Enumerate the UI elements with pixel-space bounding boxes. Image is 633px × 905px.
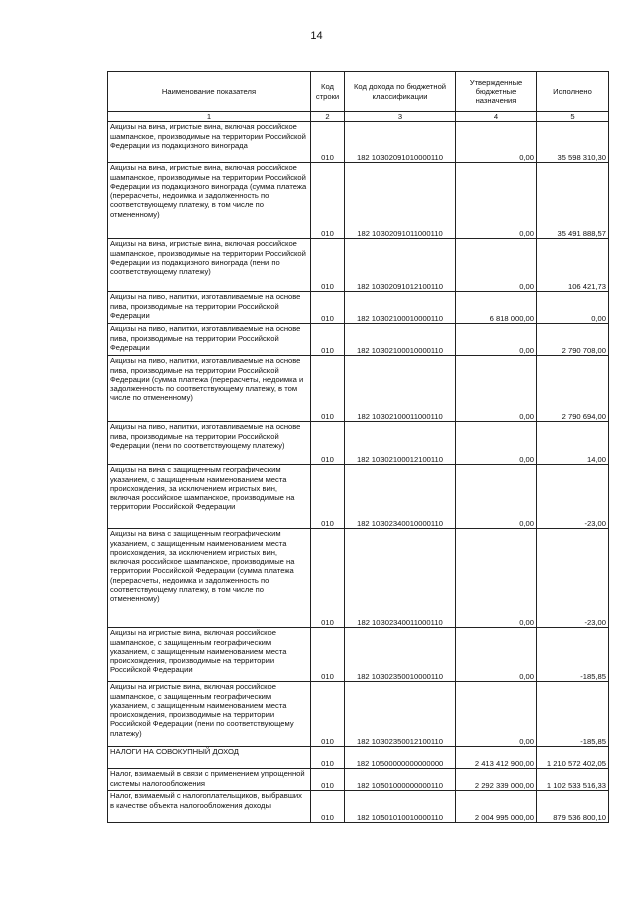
indicator-name: Акцизы на вина, игристые вина, включая российское шампанское, производимые на территории Российской Федерации из подакцизного винограда — [108, 122, 311, 163]
approved-amount: 0,00 — [456, 324, 537, 356]
income-report-table — [107, 71, 609, 823]
indicator-name: Акцизы на пиво, напитки, изготавливаемые на основе пива, производимые на территории Российской Федерации (сумма платежа (перерасчеты, недоимка и задолженность по соответствующему платежу, в том числе по отмененному) — [108, 356, 311, 422]
income-code: 182 10501010010000110 — [345, 791, 456, 823]
income-code: 182 10500000000000000 — [345, 747, 456, 769]
line-code: 010 — [311, 324, 345, 356]
indicator-name: НАЛОГИ НА СОВОКУПНЫЙ ДОХОД — [108, 747, 311, 769]
approved-amount: 0,00 — [456, 239, 537, 292]
income-code: 182 10302100010000110 — [345, 324, 456, 356]
executed-amount: 1 102 533 516,33 — [537, 769, 609, 791]
header-row — [108, 72, 609, 112]
line-code: 010 — [311, 465, 345, 529]
executed-amount: -185,85 — [537, 628, 609, 682]
approved-amount: 6 818 000,00 — [456, 292, 537, 324]
approved-amount: 0,00 — [456, 465, 537, 529]
line-code: 010 — [311, 791, 345, 823]
executed-amount: 2 790 694,00 — [537, 356, 609, 422]
table-row — [108, 747, 609, 769]
approved-amount: 0,00 — [456, 356, 537, 422]
executed-amount: 2 790 708,00 — [537, 324, 609, 356]
line-code: 010 — [311, 422, 345, 465]
executed-amount: 35 491 888,57 — [537, 163, 609, 239]
line-code: 010 — [311, 163, 345, 239]
executed-amount: 106 421,73 — [537, 239, 609, 292]
approved-amount: 0,00 — [456, 163, 537, 239]
indicator-name: Налог, взимаемый в связи с применением упрощенной системы налогообложения — [108, 769, 311, 791]
income-code: 182 10501000000000110 — [345, 769, 456, 791]
table-row — [108, 791, 609, 823]
table-row — [108, 163, 609, 239]
table-row — [108, 239, 609, 292]
income-code: 182 10302340010000110 — [345, 465, 456, 529]
executed-amount: 0,00 — [537, 292, 609, 324]
indicator-name: Акцизы на пиво, напитки, изготавливаемые на основе пива, производимые на территории Российской Федерации — [108, 292, 311, 324]
line-code: 010 — [311, 239, 345, 292]
executed-amount: 14,00 — [537, 422, 609, 465]
column-number: 2 — [311, 112, 345, 122]
column-number: 4 — [456, 112, 537, 122]
line-code: 010 — [311, 356, 345, 422]
indicator-name: Акцизы на пиво, напитки, изготавливаемые на основе пива, производимые на территории Российской Федерации (пени по соответствующему платежу) — [108, 422, 311, 465]
column-number: 3 — [345, 112, 456, 122]
income-code: 182 10302100011000110 — [345, 356, 456, 422]
line-code: 010 — [311, 628, 345, 682]
table-row — [108, 356, 609, 422]
table-row — [108, 529, 609, 628]
income-code: 182 10302091011000110 — [345, 163, 456, 239]
line-code: 010 — [311, 122, 345, 163]
income-code: 182 10302100010000110 — [345, 292, 456, 324]
table-row — [108, 628, 609, 682]
executed-amount: 35 598 310,30 — [537, 122, 609, 163]
column-number: 5 — [537, 112, 609, 122]
column-number-row — [108, 112, 609, 122]
approved-amount: 0,00 — [456, 628, 537, 682]
header-income-code: Код дохода по бюджетной классификации — [345, 72, 456, 112]
table-row — [108, 682, 609, 747]
header-indicator-name: Наименование показателя — [108, 72, 311, 112]
page-number: 14 — [310, 30, 323, 42]
header-approved: Утвержденные бюджетные назначения — [456, 72, 537, 112]
approved-amount: 2 413 412 900,00 — [456, 747, 537, 769]
table-row — [108, 324, 609, 356]
indicator-name: Акцизы на вина с защищенным географическим указанием, с защищенным наименованием места происхождения, за исключением игристых вин, включая российское шампанское, производимые на территории Российской Федерации (сумма платежа (перерасчеты, недоимка и задолженность по соответствующему платежу, в том числе по отмененному) — [108, 529, 311, 628]
income-code: 182 10302091010000110 — [345, 122, 456, 163]
income-code: 182 10302340011000110 — [345, 529, 456, 628]
table-row — [108, 292, 609, 324]
table-row — [108, 422, 609, 465]
indicator-name: Налог, взимаемый с налогоплательщиков, выбравших в качестве объекта налогообложения доходы — [108, 791, 311, 823]
executed-amount: -23,00 — [537, 465, 609, 529]
indicator-name: Акцизы на игристые вина, включая российское шампанское, с защищенным географическим указанием, с защищенным наименованием места происхождения, производимые на территории Российской Федерации (пени по соответствующему платежу) — [108, 682, 311, 747]
approved-amount: 0,00 — [456, 122, 537, 163]
executed-amount: 1 210 572 402,05 — [537, 747, 609, 769]
indicator-name: Акцизы на вина с защищенным географическим указанием, с защищенным наименованием места происхождения, за исключением игристых вин, включая российское шампанское, производимые на территории Российской Федерации — [108, 465, 311, 529]
income-code: 182 10302091012100110 — [345, 239, 456, 292]
table-row — [108, 769, 609, 791]
indicator-name: Акцизы на вина, игристые вина, включая российское шампанское, производимые на территории Российской Федерации из подакцизного винограда (сумма платежа (перерасчеты, недоимка и задолженность по соответствующему платежу, в том числе по отмененному) — [108, 163, 311, 239]
column-number: 1 — [108, 112, 311, 122]
line-code: 010 — [311, 292, 345, 324]
indicator-name: Акцизы на вина, игристые вина, включая российское шампанское, производимые на территории Российской Федерации из подакцизного винограда (пени по соответствующему платежу) — [108, 239, 311, 292]
executed-amount: 879 536 800,10 — [537, 791, 609, 823]
table-row — [108, 465, 609, 529]
approved-amount: 0,00 — [456, 682, 537, 747]
income-code: 182 10302100012100110 — [345, 422, 456, 465]
header-executed: Исполнено — [537, 72, 609, 112]
line-code: 010 — [311, 769, 345, 791]
indicator-name: Акцизы на пиво, напитки, изготавливаемые на основе пива, производимые на территории Российской Федерации — [108, 324, 311, 356]
approved-amount: 0,00 — [456, 529, 537, 628]
line-code: 010 — [311, 682, 345, 747]
table-row — [108, 122, 609, 163]
approved-amount: 2 292 339 000,00 — [456, 769, 537, 791]
executed-amount: -23,00 — [537, 529, 609, 628]
income-code: 182 10302350012100110 — [345, 682, 456, 747]
line-code: 010 — [311, 747, 345, 769]
executed-amount: -185,85 — [537, 682, 609, 747]
indicator-name: Акцизы на игристые вина, включая российское шампанское, с защищенным географическим указанием, с защищенным наименованием места происхождения, производимые на территории Российской Федерации — [108, 628, 311, 682]
income-code: 182 10302350010000110 — [345, 628, 456, 682]
approved-amount: 2 004 995 000,00 — [456, 791, 537, 823]
approved-amount: 0,00 — [456, 422, 537, 465]
header-line-code: Код строки — [311, 72, 345, 112]
line-code: 010 — [311, 529, 345, 628]
